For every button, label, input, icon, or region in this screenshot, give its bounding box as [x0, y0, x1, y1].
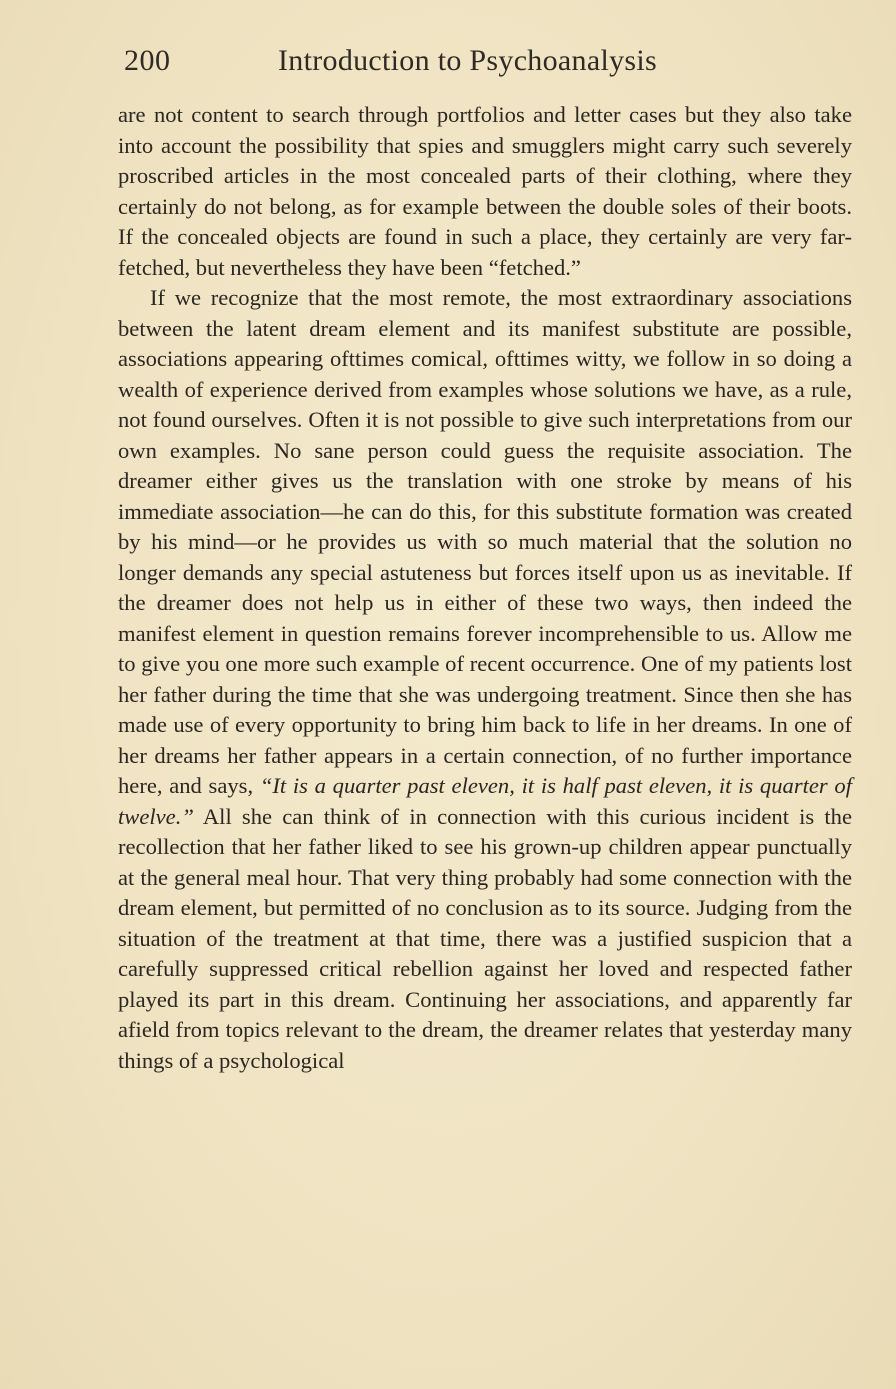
- body-text: [118, 100, 852, 1076]
- paragraph-2-text-before: If we recognize that the most remote, the most extraordinary associations between the latent dream element and its manifest substitute are possible, associations appearing ofttimes comical, ofttimes witty, we follow in so doing a wealth of experience derived from examples whose solutions we have, as a rule, not found ourselves. Often it is not possible to give such interpretations from our own examples. No sane person could guess the requisite association. The dreamer either gives us the translation with one stroke by means of his immediate association—he can do this, for this substitute formation was created by his mind—or he provides us with so much material that the solution no longer demands any special astuteness but forces itself upon us as inevitable. If the dreamer does not help us in either of these two ways, then indeed the manifest element in question remains forever incomprehensible to us. Allow me to give you one more such example of recent occurrence. One of my patients lost her father during the time that she was undergoing treatment. Since then she has made use of every opportunity to bring him back to life in her dreams. In one of her dreams her father appears in a certain connection, of no further importance here, and says,: [118, 285, 852, 798]
- paragraph-2-text-after: All she can think of in connection with this curious incident is the recollection that her father liked to see his grown-up children appear punctually at the general meal hour. That very thing probably had some connection with the dream element, but permitted of no conclusion as to its source. Judging from the situation of the treatment at that time, there was a justified suspicion that a carefully suppressed critical rebellion against her loved and respected father played its part in this dream. Continuing her associations, and apparently far afield from topics relevant to the dream, the dreamer relates that yesterday many things of a psychological: [118, 803, 852, 1073]
- paragraph-1: [118, 100, 852, 283]
- paragraph-2: [118, 283, 852, 1076]
- page-number: 200: [124, 44, 171, 77]
- running-head: [124, 38, 844, 84]
- paragraph-1-text: are not content to search through portfolios and letter cases but they also take into account the possibility that spies and smugglers might carry such severely proscribed articles in the most concealed parts of their clothing, where they certainly do not belong, as for example between the double soles of their boots. If the concealed objects are found in such a place, they certainly are very far-fetched, but nevertheless they have been “fetched.”: [118, 102, 852, 280]
- dream-quote: “It is a quarter past eleven, it is half past eleven, it is quarter of twelve.”: [118, 773, 852, 829]
- running-title: Introduction to Psychoanalysis: [278, 44, 657, 77]
